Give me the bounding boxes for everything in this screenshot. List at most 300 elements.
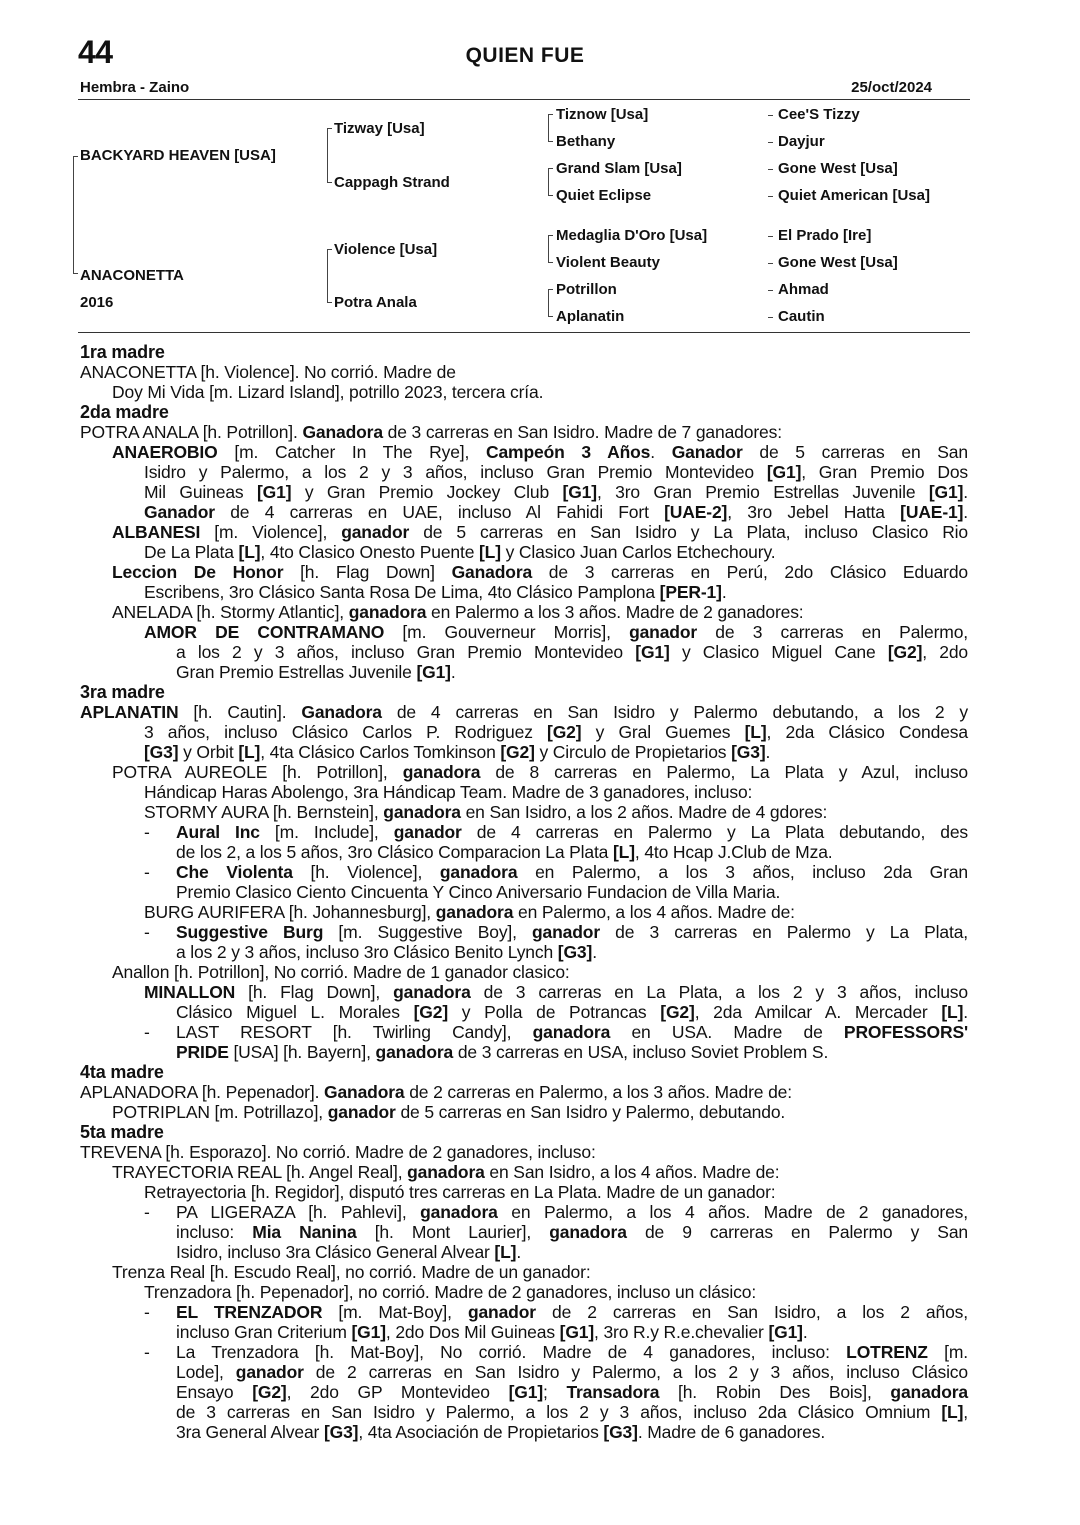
bold-text: 1ra madre xyxy=(80,342,165,362)
text-line xyxy=(80,362,456,382)
text-line xyxy=(144,742,770,762)
text: de 9 carreras en Palermo y San xyxy=(626,1222,968,1242)
bold-text: [G3] xyxy=(144,742,179,762)
text: de 4 carreras en UAE, incluso Al Fahidi Fort xyxy=(214,502,665,522)
bold-text: ganadora xyxy=(420,1202,498,1222)
bold-text: 4ta madre xyxy=(80,1062,164,1082)
text: Clásico Miguel L. Morales xyxy=(176,1002,414,1022)
text-line xyxy=(176,1222,968,1242)
text: de 4 carreras en Palermo y La Plata debutando, des xyxy=(461,822,969,842)
text-line xyxy=(144,462,968,482)
text: de 8 carreras en Palermo, La Plata y Azul, incluso xyxy=(480,762,968,782)
text-line xyxy=(112,602,804,622)
text: , 4to Clasico Onesto Puente xyxy=(260,542,479,562)
text: Doy Mi Vida [m. Lizard Island], potrillo 2023, tercera cría. xyxy=(112,382,544,402)
text: - xyxy=(144,862,150,882)
text-line xyxy=(144,862,150,882)
text: de 4 carreras en San Isidro y Palermo debutando, a los 2 y xyxy=(381,702,968,722)
text: APLANADORA [h. Pepenador]. xyxy=(80,1082,325,1102)
text: en Palermo, a los 3 años, incluso 2da Gran xyxy=(517,862,968,882)
text-line xyxy=(80,1142,596,1162)
text: , 2do xyxy=(922,642,968,662)
text: , xyxy=(963,1402,968,1422)
pedigree-dash xyxy=(768,169,773,170)
section-title xyxy=(80,1062,164,1082)
bold-text: [UAE-2] xyxy=(664,502,728,522)
text-line xyxy=(144,1022,150,1042)
text: . xyxy=(963,502,968,522)
text-line xyxy=(144,822,150,842)
sale-date: 25/oct/2024 xyxy=(851,79,932,96)
bold-text: ganadora xyxy=(532,1022,611,1042)
text-line xyxy=(144,722,968,742)
text: Lode], xyxy=(176,1362,236,1382)
text: de 3 carreras en San Isidro y Palermo, a los 2 y 3 años, incluso 2da Clásico Omnium xyxy=(176,1402,942,1422)
text-line xyxy=(176,1302,968,1322)
sex-color: Hembra - Zaino xyxy=(80,79,190,96)
bold-text: MINALLON xyxy=(144,982,236,1002)
text: - xyxy=(144,1302,150,1322)
pedigree-g4-2: Dayjur xyxy=(778,133,825,150)
pedigree-connector xyxy=(548,141,553,142)
pedigree-connector xyxy=(548,114,549,141)
bold-text: [L] xyxy=(941,1402,964,1422)
pedigree-connector xyxy=(548,289,553,290)
pedigree-sire-dam: Cappagh Strand xyxy=(334,174,450,191)
pedigree-g3-2: Bethany xyxy=(556,133,616,150)
text-line xyxy=(144,982,968,1002)
text: - xyxy=(144,1022,150,1042)
pedigree-dash xyxy=(768,196,773,197)
text: . xyxy=(765,742,771,762)
text: . xyxy=(650,442,672,462)
text: de 3 carreras en Palermo, xyxy=(697,622,968,642)
bold-text: Ganadora xyxy=(301,702,382,722)
bold-text: [G2] xyxy=(252,1382,287,1402)
text-line xyxy=(176,1202,968,1222)
bold-text: [G2] xyxy=(547,722,582,742)
lot-number: 44 xyxy=(78,34,113,70)
pedigree-g3-4: Quiet Eclipse xyxy=(556,187,652,204)
pedigree-year: 2016 xyxy=(80,294,114,311)
text: , 2do Dos Mil Guineas xyxy=(385,1322,560,1342)
text: [m. Mat-Boy], xyxy=(322,1302,468,1322)
text: a los 2 y 3 años, incluso 3ro Clásico Benito Lynch xyxy=(176,942,558,962)
text: [h. Robin Des Bois], xyxy=(659,1382,891,1402)
text: - xyxy=(144,822,150,842)
pedigree-g3-6: Violent Beauty xyxy=(556,254,660,271)
text: Premio Clasico Ciento Cincuenta Y Cinco Aniversario Fundacion de Villa Maria. xyxy=(176,882,781,902)
text: , 3ro Jebel Hatta xyxy=(727,502,901,522)
pedigree-dash xyxy=(768,263,773,264)
text: - xyxy=(144,1202,150,1222)
bold-text: [L] xyxy=(494,1242,517,1262)
text: . xyxy=(592,942,597,962)
text-line xyxy=(144,582,727,602)
bold-text: PROFESSORS' xyxy=(843,1022,968,1042)
text: en San Isidro, a los 2 años. Madre de 4 gdores: xyxy=(460,802,828,822)
bold-text: ganadora xyxy=(402,762,481,782)
bold-text: ganadora xyxy=(393,982,471,1002)
text: , 2da Clásico Condesa xyxy=(766,722,968,742)
text: Mil Guineas xyxy=(144,482,257,502)
bold-text: [G1] xyxy=(559,1322,595,1342)
text-line xyxy=(176,922,968,942)
bold-text: [L] xyxy=(612,842,635,862)
text: a los 2 y 3 años, incluso Gran Premio Montevideo xyxy=(176,642,636,662)
text: BURG AURIFERA [h. Johannesburg], xyxy=(144,902,436,922)
text: Isidro y Palermo, a los 2 y 3 años, incluso Gran Premio Montevideo xyxy=(144,462,767,482)
pedigree-g3-5: Medaglia D'Oro [Usa] xyxy=(556,227,708,244)
pedigree-g3-8: Aplanatin xyxy=(556,308,625,325)
text-line xyxy=(112,762,968,782)
text: POTRIPLAN [m. Potrillazo], xyxy=(112,1102,328,1122)
text-line xyxy=(176,662,456,682)
text-line xyxy=(176,1002,968,1022)
text-line xyxy=(144,782,752,802)
pedigree-sire-sire: Tizway [Usa] xyxy=(334,120,425,137)
text: [m. Include], xyxy=(259,822,394,842)
pedigree-connector xyxy=(73,273,78,274)
text-line xyxy=(144,922,150,942)
text: , 4ta Clásico Carlos Tomkinson xyxy=(260,742,501,762)
text: ANACONETTA [h. Violence]. No corrió. Madre de xyxy=(80,362,456,382)
text-line xyxy=(176,1402,968,1422)
pedigree-connector xyxy=(548,262,553,263)
text: [h. Flag Down] xyxy=(283,562,452,582)
text: de los 2, a los 5 años, 3ro Clásico Comparacion La Plata xyxy=(176,842,613,862)
text: de 3 carreras en USA, incluso Soviet Problem S. xyxy=(453,1042,829,1062)
text-line xyxy=(112,382,543,402)
text: de 2 carreras en San Isidro, a los 2 años, xyxy=(535,1302,968,1322)
pedigree-dam-sire: Violence [Usa] xyxy=(334,241,438,258)
section-title xyxy=(80,682,165,702)
text: , 3ro R.y R.e.chevalier xyxy=(594,1322,769,1342)
text: de 5 carreras en San Isidro y La Plata, incluso Clasico Rio xyxy=(409,522,968,542)
bold-text: [G1] xyxy=(508,1382,543,1402)
text-line xyxy=(80,1082,792,1102)
bold-text: APLANATIN xyxy=(80,702,179,722)
pedigree-sire: BACKYARD HEAVEN [USA] xyxy=(80,147,276,164)
text: de 5 carreras en San xyxy=(742,442,968,462)
text-line xyxy=(112,1102,785,1122)
pedigree-connector xyxy=(548,168,549,195)
bold-text: [G1] xyxy=(635,642,670,662)
text: y Clasico Miguel Cane xyxy=(669,642,888,662)
pedigree-dash xyxy=(768,142,773,143)
text: [m. Gouverneur Morris], xyxy=(384,622,630,642)
pedigree-connector xyxy=(73,156,78,157)
text: Hándicap Haras Abolengo, 3ra Hándicap Team. Madre de 3 ganadores, incluso: xyxy=(144,782,753,802)
bold-text: AMOR DE CONTRAMANO xyxy=(144,622,385,642)
text-line xyxy=(144,1342,150,1362)
pedigree-g4-1: Cee'S Tizzy xyxy=(778,106,860,123)
text: de 3 carreras en Palermo y La Plata, xyxy=(600,922,968,942)
text: , 2do GP Montevideo xyxy=(286,1382,509,1402)
bold-text: [G1] xyxy=(256,482,292,502)
text: Retrayectoria [h. Regidor], disputó tres carreras en La Plata. Madre de un ganador: xyxy=(144,1182,776,1202)
text-line xyxy=(176,1382,968,1402)
bold-text: Transadora xyxy=(566,1382,660,1402)
text: . xyxy=(802,1322,808,1342)
text: - xyxy=(144,1342,150,1362)
pedigree-connector xyxy=(548,235,553,236)
text: Trenza Real [h. Escudo Real], no corrió. Madre de un ganador: xyxy=(112,1262,591,1282)
bold-text: [UAE-1] xyxy=(900,502,964,522)
text-line xyxy=(144,542,775,562)
text: [h. Violence], xyxy=(292,862,440,882)
text: 3 años, incluso Clásico Carlos P. Rodriguez xyxy=(144,722,548,742)
bold-text: ganadora xyxy=(348,602,427,622)
text: [h. Mont Laurier], xyxy=(356,1222,550,1242)
pedigree-g4-8: Cautin xyxy=(778,308,825,325)
pedigree-divider xyxy=(78,332,970,333)
bold-text: Campeón 3 Años xyxy=(485,442,651,462)
text: TRAYECTORIA REAL [h. Angel Real], xyxy=(112,1162,408,1182)
pedigree-connector xyxy=(327,302,332,303)
section-title xyxy=(80,1122,164,1142)
bold-text: [L] xyxy=(941,1002,964,1022)
bold-text: ganadora xyxy=(375,1042,454,1062)
bold-text: [PER-1] xyxy=(659,582,722,602)
text: . xyxy=(516,1242,522,1262)
text-line xyxy=(176,942,597,962)
text-line xyxy=(176,842,833,862)
bold-text: [G1] xyxy=(768,1322,803,1342)
bold-text: ganador xyxy=(393,822,462,842)
text: TREVENA [h. Esporazo]. No corrió. Madre de 2 ganadores, incluso: xyxy=(80,1142,596,1162)
bold-text: Che Violenta xyxy=(176,862,293,882)
text: en San Isidro, a los 4 años. Madre de: xyxy=(484,1162,780,1182)
text-line xyxy=(112,962,570,982)
pedigree-g4-4: Quiet American [Usa] xyxy=(778,187,930,204)
text: ; xyxy=(543,1382,567,1402)
text: en Palermo, a los 4 años. Madre de 2 ganadores, xyxy=(497,1202,968,1222)
text-line xyxy=(144,1302,150,1322)
text: . xyxy=(963,1002,968,1022)
text: Anallon [h. Potrillon], No corrió. Madre de 1 ganador clasico: xyxy=(112,962,570,982)
bold-text: ganadora xyxy=(435,902,514,922)
text-line xyxy=(112,1262,591,1282)
bold-text: ALBANESI xyxy=(112,522,201,542)
bold-text: Aural Inc xyxy=(176,822,260,842)
bold-text: [L] xyxy=(744,722,767,742)
text: [USA] [h. Bayern], xyxy=(228,1042,376,1062)
section-title xyxy=(80,342,165,362)
pedigree-connector xyxy=(327,249,328,303)
text: de 3 carreras en La Plata, a los 2 y 3 años, incluso xyxy=(470,982,968,1002)
text: . xyxy=(963,482,968,502)
pedigree-dash xyxy=(768,236,773,237)
pedigree-g3-3: Grand Slam [Usa] xyxy=(556,160,682,177)
text: incluso Gran Criterium xyxy=(176,1322,352,1342)
text-line xyxy=(112,522,968,542)
text-line xyxy=(144,1182,776,1202)
text-line xyxy=(144,1282,756,1302)
text-line xyxy=(112,1162,779,1182)
bold-text: ganador xyxy=(235,1362,304,1382)
text: 3ra General Alvear xyxy=(176,1422,324,1442)
text: , 2da Amilcar A. Mercader xyxy=(694,1002,942,1022)
text: de 2 carreras en San Isidro y Palermo, a los 2 y 3 años, incluso Clásico xyxy=(303,1362,968,1382)
pedigree-g3-1: Tiznow [Usa] xyxy=(556,106,649,123)
pedigree-dash xyxy=(768,115,773,116)
text: incluso: xyxy=(176,1222,253,1242)
bold-text: Leccion De Honor xyxy=(112,562,284,582)
text: [m. Catcher In The Rye], xyxy=(217,442,486,462)
bold-text: [L] xyxy=(238,542,261,562)
section-title xyxy=(80,402,169,422)
bold-text: [G1] xyxy=(351,1322,386,1342)
text-line xyxy=(112,562,968,582)
bold-text: 5ta madre xyxy=(80,1122,164,1142)
text-line xyxy=(176,642,968,662)
text: [h. Flag Down], xyxy=(235,982,394,1002)
text: y Orbit xyxy=(178,742,239,762)
horse-name: QUIEN FUE xyxy=(465,44,585,67)
bold-text: [L] xyxy=(238,742,261,762)
bold-text: [G2] xyxy=(413,1002,448,1022)
bold-text: ganador xyxy=(327,1102,396,1122)
bold-text: [L] xyxy=(479,542,501,562)
text: De La Plata xyxy=(144,542,239,562)
text: POTRA AUREOLE [h. Potrillon], xyxy=(112,762,403,782)
pedigree-g4-5: El Prado [Ire] xyxy=(778,227,872,244)
bold-text: Mia Nanina xyxy=(252,1222,357,1242)
bold-text: ANAEROBIO xyxy=(112,442,218,462)
bold-text: ganador xyxy=(532,922,601,942)
text: . xyxy=(450,662,456,682)
text: en Palermo, a los 4 años. Madre de: xyxy=(513,902,795,922)
text: de 2 carreras en Palermo, a los 3 años. Madre de: xyxy=(404,1082,792,1102)
pedigree-dam-dam: Potra Anala xyxy=(334,294,417,311)
text: Escribens, 3ro Clásico Santa Rosa De Lima, 4to Clásico Pamplona xyxy=(144,582,660,602)
bold-text: [G3] xyxy=(603,1422,638,1442)
pedigree-connector xyxy=(548,114,553,115)
text: , 3ro Gran Premio Estrellas Juvenile xyxy=(596,482,929,502)
pedigree-connector xyxy=(327,182,332,183)
text-line xyxy=(144,502,968,522)
text: . Madre de 6 ganadores. xyxy=(637,1422,826,1442)
bold-text: [G3] xyxy=(323,1422,359,1442)
text: en Palermo a los 3 años. Madre de 2 ganadores: xyxy=(426,602,804,622)
text: La Trenzadora [h. Mat-Boy], No corrió. Madre de 4 ganadores, incluso: xyxy=(176,1342,847,1362)
text-line xyxy=(176,1042,828,1062)
text-line xyxy=(144,802,827,822)
text: Trenzadora [h. Pepenador], no corrió. Madre de 2 ganadores, incluso un clásico: xyxy=(144,1282,757,1302)
pedigree-g4-6: Gone West [Usa] xyxy=(778,254,898,271)
bold-text: LOTRENZ xyxy=(846,1342,928,1362)
text: , 4ta Asociación de Propietarios xyxy=(358,1422,604,1442)
bold-text: [G1] xyxy=(416,662,451,682)
text: en USA. Madre de xyxy=(610,1022,844,1042)
text: y Clasico Juan Carlos Etchechoury. xyxy=(500,542,776,562)
bold-text: [G1] xyxy=(562,482,597,502)
bold-text: Suggestive Burg xyxy=(176,922,324,942)
bold-text: ganadora xyxy=(549,1222,627,1242)
bold-text: Ganadora xyxy=(324,1082,405,1102)
top-divider xyxy=(78,99,970,100)
text: de 5 carreras en San Isidro y Palermo, debutando. xyxy=(395,1102,786,1122)
pedigree-connector xyxy=(548,168,553,169)
bold-text: [G3] xyxy=(731,742,766,762)
bold-text: [G1] xyxy=(928,482,964,502)
text: de 3 carreras en Perú, 2do Clásico Eduardo xyxy=(532,562,969,582)
pedigree-connector xyxy=(548,235,549,262)
pedigree-g4-3: Gone West [Usa] xyxy=(778,160,898,177)
text: PA LIGERAZA [h. Pahlevi], xyxy=(176,1202,421,1222)
text-line xyxy=(176,822,968,842)
text-line xyxy=(176,882,780,902)
text: - xyxy=(144,922,150,942)
pedigree-connector xyxy=(548,289,549,316)
text: Gran Premio Estrellas Juvenile xyxy=(176,662,417,682)
pedigree-g4-7: Ahmad xyxy=(778,281,829,298)
text: , 4to Hcap J.Club de Mza. xyxy=(634,842,833,862)
bold-text: Ganador xyxy=(671,442,743,462)
bold-text: ganador xyxy=(341,522,410,542)
text: y Polla de Potrancas xyxy=(448,1002,661,1022)
bold-text: ganador xyxy=(467,1302,536,1322)
text-line xyxy=(144,902,795,922)
pedigree-dam: ANACONETTA xyxy=(80,267,184,284)
bold-text: ganadora xyxy=(383,802,461,822)
text: Isidro, incluso 3ra Clásico General Alvear xyxy=(176,1242,495,1262)
text-line xyxy=(112,442,968,462)
bold-text: [G1] xyxy=(766,462,802,482)
text-line xyxy=(144,622,968,642)
text: [h. Cautin]. xyxy=(178,702,302,722)
text-line xyxy=(176,1022,968,1042)
pedigree-connector xyxy=(548,195,553,196)
pedigree-connector xyxy=(327,128,332,129)
text: [m. Suggestive Boy], xyxy=(323,922,533,942)
text: [m. xyxy=(927,1342,968,1362)
text: STORMY AURA [h. Bernstein], xyxy=(144,802,384,822)
text: Ensayo xyxy=(176,1382,253,1402)
text-line xyxy=(80,702,968,722)
text: ANELADA [h. Stormy Atlantic], xyxy=(112,602,349,622)
text: y Gran Premio Jockey Club xyxy=(291,482,563,502)
pedigree-g3-7: Potrillon xyxy=(556,281,617,298)
text: . xyxy=(721,582,727,602)
bold-text: 3ra madre xyxy=(80,682,165,702)
text-line xyxy=(176,1342,968,1362)
text: y Circulo de Propietarios xyxy=(534,742,732,762)
bold-text: [G2] xyxy=(887,642,923,662)
text: [m. Violence], xyxy=(200,522,342,542)
text-line xyxy=(176,1322,808,1342)
bold-text: Ganadora xyxy=(302,422,383,442)
bold-text: EL TRENZADOR xyxy=(176,1302,323,1322)
text-line xyxy=(176,1362,968,1382)
text-line xyxy=(80,422,782,442)
text-line xyxy=(176,1422,825,1442)
bold-text: Ganadora xyxy=(451,562,533,582)
bold-text: ganador xyxy=(629,622,698,642)
bold-text: ganadora xyxy=(407,1162,485,1182)
text: de 3 carreras en San Isidro. Madre de 7 ganadores: xyxy=(382,422,782,442)
bold-text: [G3] xyxy=(557,942,593,962)
bold-text: PRIDE xyxy=(176,1042,229,1062)
bold-text: [G2] xyxy=(500,742,535,762)
pedigree-dash xyxy=(768,290,773,291)
bold-text: ganadora xyxy=(439,862,518,882)
pedigree-connector xyxy=(327,249,332,250)
pedigree-connector xyxy=(73,156,74,273)
bold-text: ganadora xyxy=(890,1382,968,1402)
text-line xyxy=(144,1202,150,1222)
